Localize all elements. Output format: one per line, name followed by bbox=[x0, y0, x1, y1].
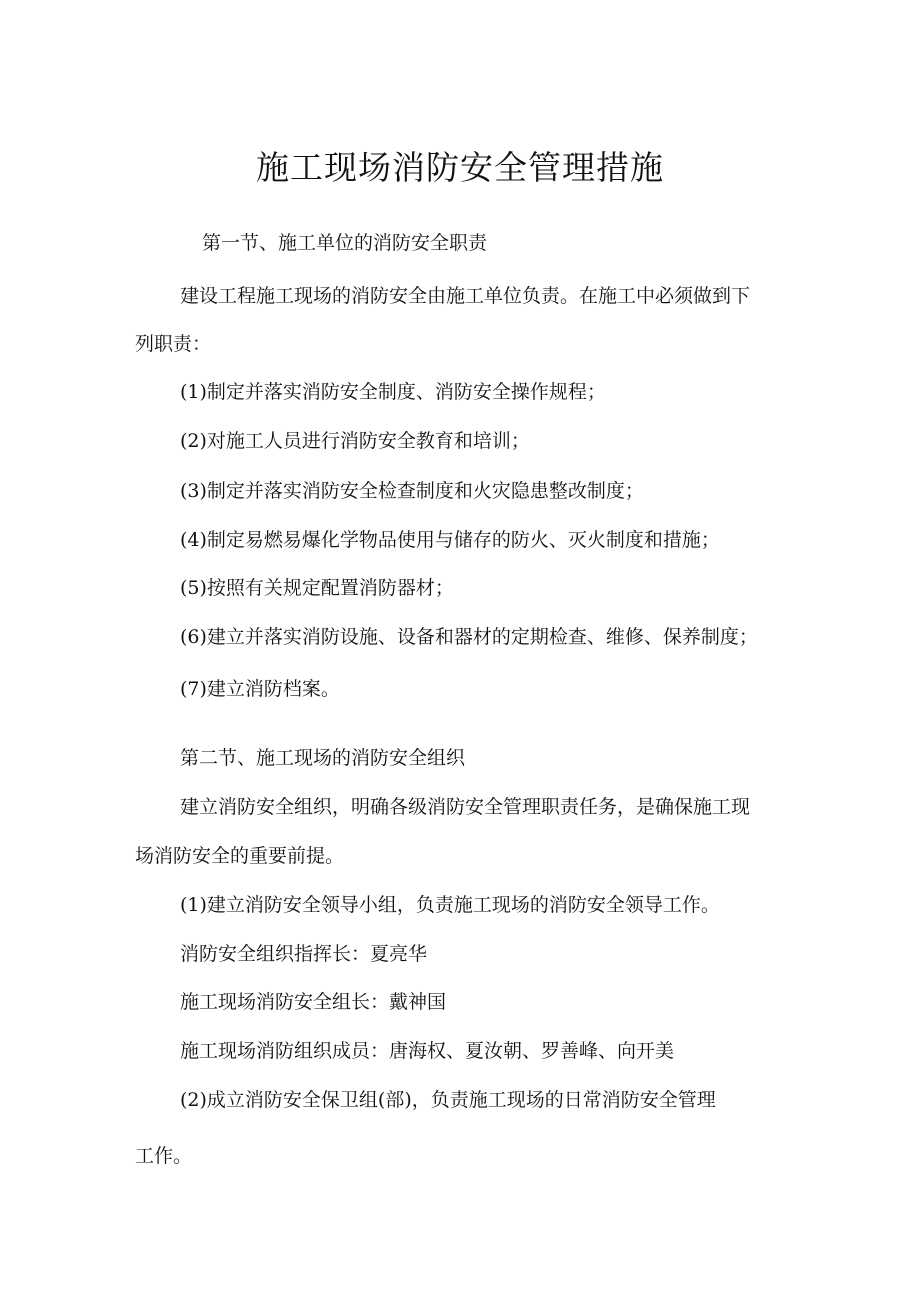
section2-item-2-line2: 工作。 bbox=[135, 1145, 193, 1167]
section2-item-1: (1)建立消防安全领导小组，负责施工现场的消防安全领导工作。 bbox=[180, 894, 720, 916]
section2-leader: 施工现场消防安全组长：戴神国 bbox=[180, 991, 447, 1013]
document-title: 施工现场消防安全管理措施 bbox=[256, 148, 664, 187]
section2-item-2-line1: (2)成立消防安全保卫组(部)，负责施工现场的日常消防安全管理 bbox=[180, 1089, 716, 1111]
section1-item-1: (1)制定并落实消防安全制度、消防安全操作规程； bbox=[180, 381, 606, 403]
section1-item-6: (6)建立并落实消防设施、设备和器材的定期检查、维修、保养制度； bbox=[180, 626, 758, 648]
section1-heading: 第一节、施工单位的消防安全职责 bbox=[202, 232, 488, 254]
section2-heading: 第二节、施工现场的消防安全组织 bbox=[180, 747, 466, 769]
section2-commander: 消防安全组织指挥长：夏亮华 bbox=[180, 943, 428, 965]
section1-intro-line1: 建设工程施工现场的消防安全由施工单位负责。在施工中必须做到下 bbox=[180, 285, 751, 307]
section1-item-7: (7)建立消防档案。 bbox=[180, 678, 340, 700]
section1-item-2: (2)对施工人员进行消防安全教育和培训； bbox=[180, 430, 530, 452]
section1-item-3: (3)制定并落实消防安全检查制度和火灾隐患整改制度； bbox=[180, 480, 644, 502]
section2-members: 施工现场消防组织成员：唐海权、夏汝朝、罗善峰、向开美 bbox=[180, 1040, 675, 1062]
section1-item-5: (5)按照有关规定配置消防器材； bbox=[180, 577, 454, 599]
section1-intro-line2: 列职责： bbox=[135, 333, 212, 355]
section2-intro-line2: 场消防安全的重要前提。 bbox=[135, 845, 345, 867]
section1-item-4: (4)制定易燃易爆化学物品使用与储存的防火、灭火制度和措施； bbox=[180, 529, 720, 551]
section2-intro-line1: 建立消防安全组织，明确各级消防安全管理职责任务，是确保施工现 bbox=[180, 796, 751, 818]
